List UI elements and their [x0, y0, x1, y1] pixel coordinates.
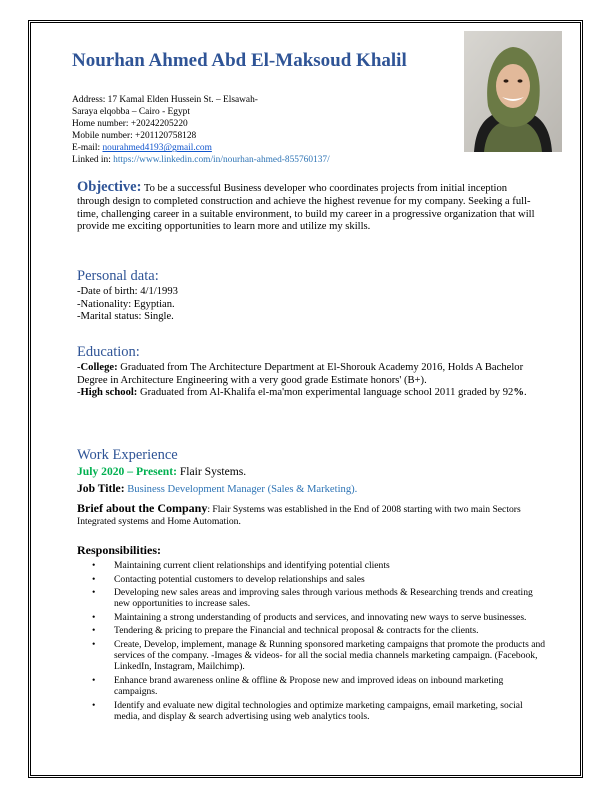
home-number: Home number: +20242205220 [72, 119, 188, 130]
brief-text: : Flair Systems was established in the End of 2008 starting with two main Sectors Integrated systems and Home Automation. [77, 504, 521, 527]
email-label: E-mail: [72, 143, 103, 154]
list-item: • Enhance brand awareness online & offline & Propose new and improved ideas on inbound marketing campaigns. [92, 674, 504, 697]
college-entry [77, 362, 537, 387]
company-brief [77, 502, 537, 528]
candidate-name: Nourhan Ahmed Abd El-Maksoud Khalil [72, 50, 407, 71]
objective-heading: Objective: [77, 179, 142, 195]
contact-block [72, 94, 432, 167]
bullet: • [92, 625, 96, 637]
nationality: -Nationality: Egyptian. [77, 298, 175, 310]
objective-section [77, 181, 542, 234]
college-text: Graduated from The Architecture Department at El-Shorouk Academy 2016, Holds A Bachelor Degree in Architecture Engineering with a very good grade Estimate honors' (B+). [77, 362, 524, 386]
list-item: • Maintaining current client relationships and identifying potential clients [92, 560, 390, 571]
school-percent: % [513, 387, 524, 399]
high-school-entry [77, 387, 537, 400]
email-link[interactable]: nourahmed4193@gmail.com [102, 143, 212, 154]
bullet: • [92, 699, 96, 711]
email-row [72, 142, 432, 154]
responsibilities-list [88, 560, 548, 724]
school-text: Graduated from Al-Khalifa el-ma'mon experimental language school 2011 graded by 92 [137, 387, 514, 399]
work-period: July 2020 – Present: [77, 465, 177, 478]
bullet: • [92, 560, 96, 571]
date-of-birth: -Date of birth: 4/1/1993 [77, 286, 178, 297]
list-item: • Create, Develop, implement, manage & Running sponsored marketing campaigns that promote the products and services of the company. -Images & videos- for all the social media channels marketing campaign. (Facebook, LinkedIn, Instagram, Mailchimp). [92, 639, 546, 673]
work-period-row [77, 465, 537, 479]
job-title-label: Job Title: [77, 482, 125, 495]
marital-status: -Marital status: Single. [77, 311, 174, 323]
school-prefix: - [77, 387, 81, 399]
bullet: • [92, 639, 96, 651]
school-end: . [523, 387, 527, 399]
job-title-row [77, 482, 537, 497]
education-section [77, 362, 537, 400]
list-item: • Tendering & pricing to prepare the Financial and technical proposal & contracts for the clients. [92, 625, 479, 637]
address-line-1: Address: 17 Kamal Elden Hussein St. – Elsawah- [72, 95, 258, 105]
education-heading: Education: [77, 344, 140, 360]
profile-photo-portrait [464, 31, 562, 152]
list-item: • Contacting potential customers to develop relationships and sales [92, 573, 365, 585]
linkedin-label: Linked in: [72, 155, 114, 166]
list-item: • Identify and evaluate new digital technologies and optimize marketing campaigns, email marketing, social media, and display & search advertising using web analytics tools. [92, 699, 523, 722]
profile-photo [464, 31, 562, 152]
company-name: Flair Systems. [176, 465, 247, 478]
list-item: • Developing new sales areas and improving sales through various methods & Researching trends and creating new opportunities to increase sales. [92, 587, 533, 610]
bullet: • [92, 587, 96, 599]
responsibilities-heading: Responsibilities: [77, 543, 162, 557]
objective-text: To be a successful Business developer who coordinates projects from initial inception through design to completed construction and achieve the highest revenue for my company. Seeking a full-time, challenging career in a suitable environment, to build my career in a progressive organization that will provide me exciting opportunities to learn more and utilize my skills. [77, 183, 535, 233]
bullet: • [92, 573, 96, 585]
address-line-2: Saraya elqobba – Cairo - Egypt [72, 107, 190, 118]
college-prefix: - [77, 362, 81, 373]
bullet: • [92, 674, 96, 686]
personal-data-section [77, 286, 537, 324]
linkedin-row [72, 154, 432, 166]
work-experience-heading: Work Experience [77, 447, 178, 463]
school-label: High school: [80, 387, 138, 399]
personal-data-heading: Personal data: [77, 268, 159, 284]
list-item: • Maintaining a strong understanding of products and services, and innovating new ways to serve businesses. [92, 611, 527, 623]
college-label: College: [80, 362, 118, 373]
job-title: Business Development Manager (Sales & Marketing). [124, 484, 358, 495]
bullet: • [92, 611, 96, 623]
brief-label: Brief about the Company [77, 501, 208, 515]
mobile-number: Mobile number: +201120758128 [72, 131, 197, 142]
linkedin-link[interactable]: https://www.linkedin.com/in/nourhan-ahmed-855760137/ [113, 155, 330, 166]
